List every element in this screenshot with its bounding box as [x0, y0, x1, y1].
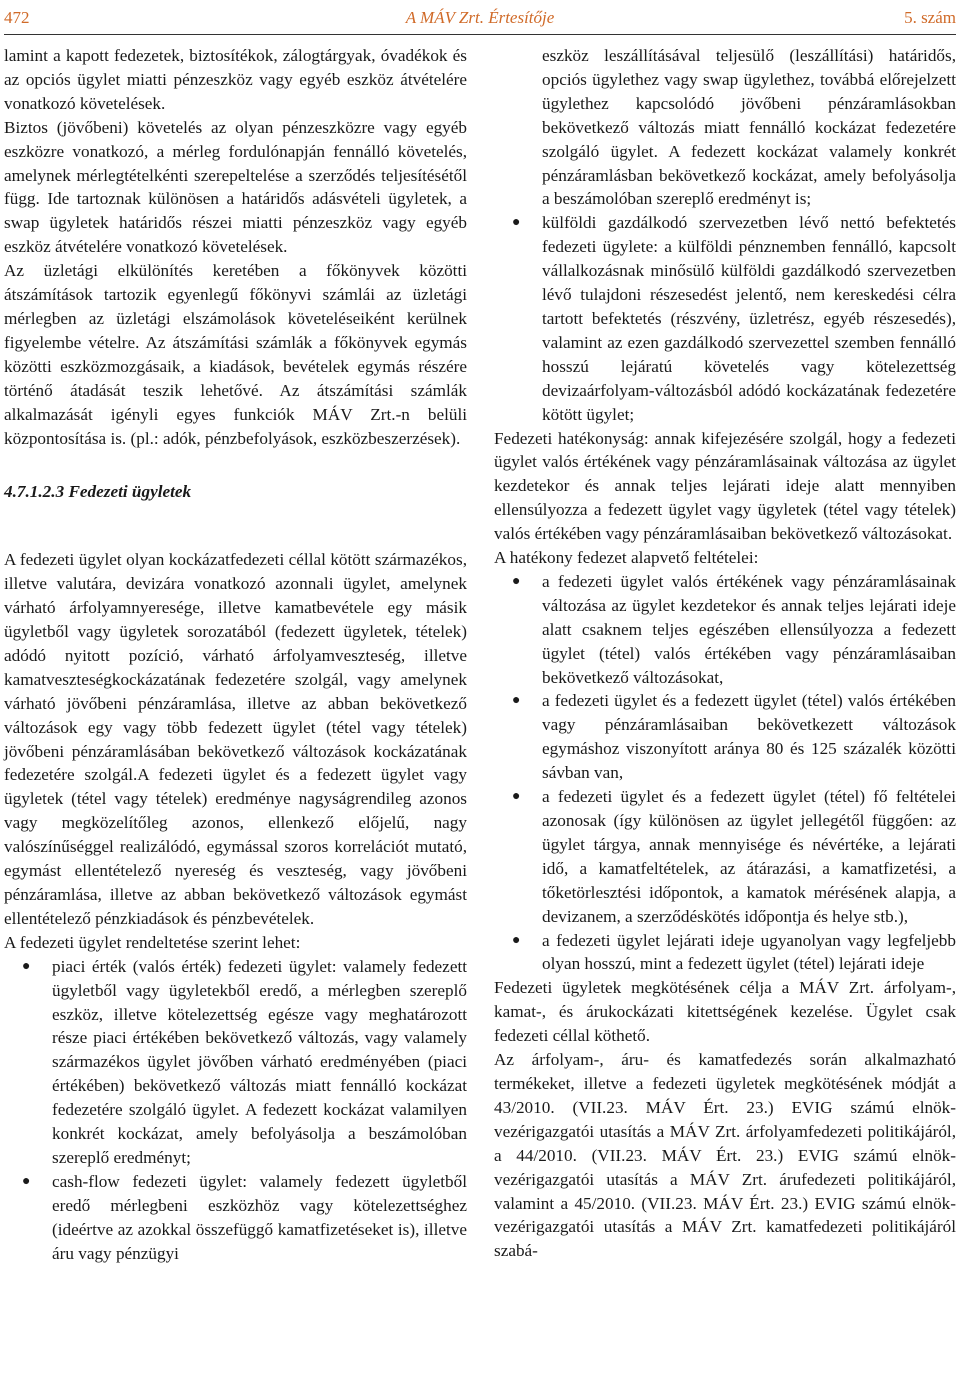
bullet-icon: ● — [22, 1173, 31, 1189]
list-item-text: a fedezeti ügylet és a fedezett ügylet (tétel) valós értékében vagy pénzáramlásaiban bekövetkezett változások egymáshoz viszonyított aránya 80 és 125 százalék közötti sávban van, — [542, 691, 956, 783]
bullet-icon: ● — [512, 215, 521, 231]
issue-number: 5. szám — [904, 8, 956, 27]
list-item — [494, 929, 956, 977]
list-item — [494, 570, 956, 690]
list-item-text: a fedezeti ügylet és a fedezett ügylet (tétel) fő feltételei azonosak (így különösen az ügylet jellegétől függően: az ügylet tárgya, annak mennyisége és névértéke, a lejárati idő, a kamatfeltételek, az átárazási, a kamatfizetési, a tőketörlesztési időpontok, a kamatok mérésének alapja, a devizanem, a szerződéskötés időpontja és helye stb.), — [542, 787, 956, 926]
journal-title: A MÁV Zrt. Értesítője — [405, 8, 555, 27]
list-item-text: eszköz leszállításával teljesülő (leszállítási) határidős, opciós ügylethez vagy swap ügylethez, továbbá előrejelzett ügylethez kapcsolódó jövőbeni pénzáramlásokban bekövetkező változás miatt fennálló kockázat fedezetére szolgáló ügylet. A fedezett kockázat valamely konkrét pénzáramlásban bekövetkező kockázat, amely befolyásolja a beszámolóban szereplő eredményt is; — [542, 46, 956, 209]
page-header — [4, 6, 956, 35]
bullet-icon: ● — [512, 932, 521, 948]
paragraph: Fedezeti ügyletek megkötésének célja a MÁV Zrt. árfolyam-, kamat-, és árukockázati kitettségének kezelése. Ügylet csak fedezeti céllal köthető. — [494, 978, 956, 1046]
list-item — [494, 689, 956, 785]
bullet-icon: ● — [512, 573, 521, 589]
bullet-list — [4, 955, 467, 1266]
bullet-list-continued — [494, 44, 956, 427]
list-item — [4, 955, 467, 1170]
bullet-list — [494, 570, 956, 976]
paragraph: A hatékony fedezet alapvető feltételei: — [494, 548, 759, 568]
right-column — [494, 44, 956, 1263]
list-item — [494, 785, 956, 928]
section-heading: 4.7.1.2.3 Fedezeti ügyletek — [4, 482, 192, 502]
list-item-continued — [494, 44, 956, 211]
paragraph: lamint a kapott fedezetek, biztosítékok, zálogtárgyak, óvadékok és az opciós ügylet miatti pénzeszköz vagy egyéb eszköz átvételére vonatkozó követelések. — [4, 46, 467, 113]
list-item-text: a fedezeti ügylet lejárati ideje ugyanolyan vagy legfeljebb olyan hosszú, mint a fedezett ügylet (tétel) lejárati ideje — [542, 930, 956, 974]
bullet-icon: ● — [512, 789, 521, 805]
paragraph: A fedezeti ügylet olyan kockázatfedezeti céllal kötött származékos, illetve valutára, devizára vonatkozó azonnali ügylet, amelynek várható árfolyamnyeresége, illetve kamatbevétele egy másik ügyletből vagy ügyletek sorozatából (fedezett ügyletek, tételek) adódó nyitott pozíció, várható árfolyamveszteség, illetve kamatveszteségkockázatának fedezetére szolgál, vagy amelynek várható jövőbeni pénzáramlása, illetve az abban bekövetkező változások egy vagy több fedezett ügylet (tétel vagy tételek) jövőbeni pénzáramlásában bekövetkező változások kockázatának fedezetére szolgál.A fedezeti ügylet és a fedezett ügylet vagy ügyletek (tétel vagy tételek) eredménye nagyságrendileg azonos vagy megközelítőleg azonos, ellenkező előjelű, nagy valószínűséggel realizálódó, egymással szoros korrelációt mutató, egymást ellentételező nyereség és veszteség, vagy jövőbeni pénzáramlása, illetve az abban bekövetkező változások egymást ellentételező pénzkiadások és pénzbevételek. — [4, 550, 467, 928]
list-item-text: cash-flow fedezeti ügylet: valamely fedezett ügyletből eredő mérlegbeni eszközhöz vagy kötelezettséghez (ideértve az azokkal összefüggő kamatfizetéseket is), illetve áru vagy pénzügyi — [52, 1171, 467, 1263]
left-column — [4, 44, 467, 1266]
paragraph: Fedezeti hatékonyság: annak kifejezésére szolgál, hogy a fedezeti ügylet valós értékének vagy pénzáramlásainak változása az ügylet kezdetekor és annak teljes lejárati ideje alatt mennyiben ellensúlyozza a fedezett ügylet vagy ügyletek (tétel vagy tételek) valós értékében vagy pénzáramlásaiban bekövetkező változásokat. — [494, 428, 956, 544]
bullet-icon: ● — [22, 958, 31, 974]
bullet-icon: ● — [512, 693, 521, 709]
list-item-text: a fedezeti ügylet valós értékének vagy pénzáramlásainak változása az ügylet kezdetekor és annak teljes lejárati ideje alatt csaknem teljes egészében ellensúlyozza a fedezett ügylet (tétel) valós értékében vagy pénzáramlásaiban bekövetkező változásokat, — [542, 571, 956, 687]
list-item — [494, 211, 956, 426]
list-item-text: külföldi gazdálkodó szervezetben lévő nettó befektetés fedezeti ügylete: a külföldi pénznemben fennálló, kapcsolt vállalkozásnak minősülő külföldi gazdálkodó szervezetben lévő tulajdoni részesedést jelentő, nem kereskedési célra tartott befektetés (részvény, üzletrész, egyéb részesedés), valamint az ezen gazdálkodó szervezettel szemben fennálló hosszú lejáratú követelés vagy kötelezettség devizaárfolyam-változásból adódó kockázatának fedezetére kötött ügylet; — [542, 213, 956, 424]
page-number: 472 — [4, 8, 30, 27]
paragraph: Az üzletági elkülönítés keretében a főkönyvek közötti átszámítások tartozik egyenlegű főkönyvi számlái az üzletági mérlegben az üzletági elszámolások követeléseiként kerülnek figyelembe vételre. Az átszámítási számlák a főkönyvek egymás közötti eszközmozgásaik, a kiadások, bevételek egymás részére történő átadását teszik lehetővé. Az átszámítási számlák alkalmazását igényli egyes funkciók MÁV Zrt.-n belüli központosítása is. (pl.: adók, pénzbefolyások, eszközbeszerzések). — [4, 261, 467, 448]
paragraph: A fedezeti ügylet rendeltetése szerint lehet: — [4, 932, 301, 952]
paragraph: Az árfolyam-, áru- és kamatfedezés során alkalmazható termékeket, illetve a fedezeti ügyletek megkötésének módját a 43/2010. (VII.23. MÁV Ért. 23.) EVIG számú elnök-vezérigazgatói utasítás a MÁV Zrt. árfolyamfedezeti politikájáról, a 44/2010. (VII.23. MÁV Ért. 23.) EVIG számú elnök-vezérigazgatói utasítás a MÁV Zrt. árufedezeti politikájáról, valamint a 45/2010. (VII.23. MÁV Ért. 23.) EVIG számú elnök-vezérigazgatói utasítás a MÁV Zrt. kamatfedezeti politikájáról szabá- — [494, 1050, 956, 1261]
paragraph: Biztos (jövőbeni) követelés az olyan pénzeszközre vagy egyéb eszközre vonatkozó, a mérleg fordulónapján fennálló követelés, amelynek mérlegtételkénti szerepeltelése a szerződés teljesítésétől függ. Ide tartoznak különösen a határidős adásvételi ügyletek, a swap ügyletek határidős részei miatti pénzeszköz vagy egyéb eszköz átvételére vonatkozó követelések. — [4, 117, 467, 257]
list-item-text: piaci érték (valós érték) fedezeti ügylet: valamely fedezett ügyletből vagy ügyletekből eredő, a mérlegben szereplő eszköz, illetve kötelezettség egésze vagy meghatározott része piaci értékében bekövetkező változás, vagy valamely származékos ügylet jövőben várható eredményében (piaci értékében) bekövetkező változás miatt fennálló kockázat fedezetére szolgáló ügylet. A fedezett kockázat valamilyen konkrét kockázat, amely befolyásolja a beszámolóban szereplő eredményt; — [52, 956, 467, 1167]
list-item — [4, 1170, 467, 1266]
